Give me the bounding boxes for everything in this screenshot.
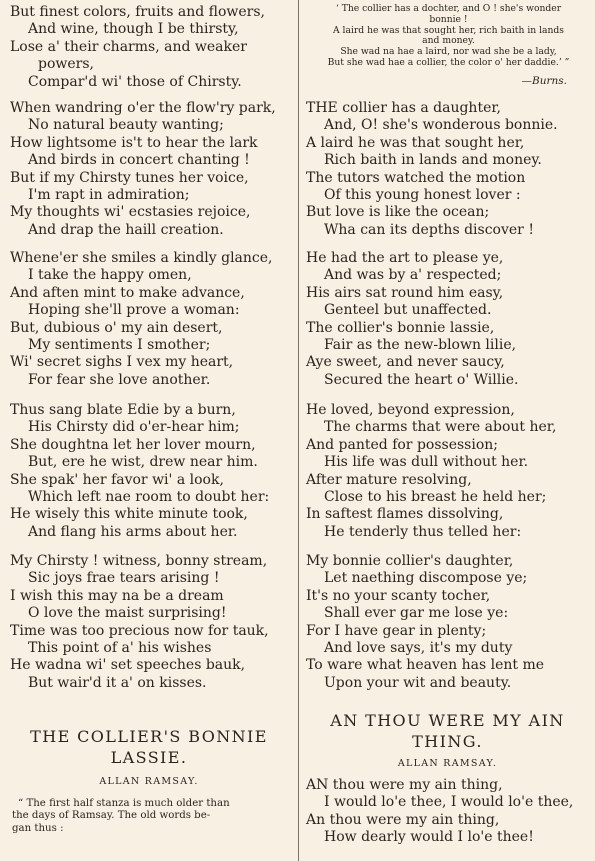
stanza xyxy=(300,402,595,541)
quote-line: But she wad hae a collier, the color o' her daddie.’ ” xyxy=(327,56,570,68)
verse-line: And panted for possession; xyxy=(306,436,498,453)
verse-line: He had the art to please ye, xyxy=(306,250,504,266)
poem-title-line: LASSIE. xyxy=(110,748,188,767)
verse-line: I would lo'e thee, I would lo'e thee, xyxy=(324,794,574,811)
verse-line: He loved, beyond expression, xyxy=(306,402,515,418)
poem-author: ALLAN RAMSAY. xyxy=(99,776,199,787)
stanza xyxy=(300,777,595,847)
verse-line: But, ere he wist, drew near him. xyxy=(28,454,258,471)
verse-line: Secured the heart o' Willie. xyxy=(324,371,519,388)
verse-line: But if my Chirsty tunes her voice, xyxy=(10,169,249,186)
stanza xyxy=(300,100,595,239)
quote-line: She wad na hae a laird, nor wad she be a lady, xyxy=(340,46,557,58)
verse-line: Lose a' their charms, and weaker xyxy=(10,38,247,55)
verse-line: Aye sweet, and never saucy, xyxy=(306,354,505,371)
verse-line: AN thou were my ain thing, xyxy=(306,777,503,793)
verse-line: His life was dull without her. xyxy=(324,454,529,471)
verse-line: It's no your scanty tocher, xyxy=(306,587,491,604)
stanza xyxy=(300,250,595,389)
verse-line: She spak' her favor wi' a look, xyxy=(10,471,224,488)
poem-title-line: AN THOU WERE MY AIN xyxy=(330,711,565,730)
verse-line: Close to his breast he held her; xyxy=(324,489,547,506)
note-line: the days of Ramsay. The old words be- xyxy=(12,810,211,822)
verse-line: powers, xyxy=(38,56,94,73)
verse-line: Rich baith in lands and money. xyxy=(324,152,542,169)
quote-line: and money. xyxy=(422,35,475,47)
editorial-note xyxy=(12,798,292,835)
poem-title xyxy=(0,726,298,768)
poem-author: ALLAN RAMSAY. xyxy=(397,758,498,769)
verse-line: And drap the haill creation. xyxy=(28,221,224,238)
verse-line: O love the maist surprising! xyxy=(28,605,227,622)
note-line: “ The first half stanza is much older than xyxy=(18,798,230,809)
verse-line: He wadna wi' set speeches bauk, xyxy=(10,657,246,674)
verse-line: After mature resolving, xyxy=(306,471,472,488)
verse-line: THE collier has a daughter, xyxy=(306,100,501,116)
verse-line: Of this young honest lover : xyxy=(324,187,521,204)
verse-line: But love is like the ocean; xyxy=(306,204,490,221)
verse-line: My sentiments I smother; xyxy=(28,337,211,354)
quote-line: A laird he was that sought her, rich baith in lands xyxy=(332,24,565,36)
verse-line: This point of a' his wishes xyxy=(28,640,212,657)
verse-line: Wi' secret sighs I vex my heart, xyxy=(10,354,234,371)
stanza xyxy=(0,4,298,91)
verse-line: Which left nae room to doubt her: xyxy=(28,489,270,506)
stanza xyxy=(0,250,298,389)
verse-line: An thou were my ain thing, xyxy=(306,811,500,828)
verse-line: He wisely this white minute took, xyxy=(10,506,248,523)
verse-line: The tutors watched the motion xyxy=(306,169,526,186)
verse-line: Shall ever gar me lose ye: xyxy=(324,605,509,622)
verse-line: The charms that were about her, xyxy=(324,419,557,436)
verse-line: Wha can its depths discover ! xyxy=(324,221,534,238)
quote-line: ‘ The collier has a dochter, and O ! she's wonder xyxy=(335,3,562,14)
verse-line: And wine, though I be thirsty, xyxy=(28,21,239,38)
verse-line: How dearly would I lo'e thee! xyxy=(324,829,534,846)
verse-line: Fair as the new-blown lilie, xyxy=(324,337,517,354)
verse-line: To ware what heaven has lent me xyxy=(306,657,545,674)
verse-line: But finest colors, fruits and flowers, xyxy=(10,4,266,20)
verse-line: Whene'er she smiles a kindly glance, xyxy=(10,250,273,266)
verse-line: Compar'd wi' those of Chirsty. xyxy=(28,73,242,90)
verse-line: I'm rapt in admiration; xyxy=(28,187,190,204)
verse-line: Hoping she'll prove a woman: xyxy=(28,302,240,319)
verse-line: In saftest flames dissolving, xyxy=(306,506,504,523)
verse-line: My thoughts wi' ecstasies rejoice, xyxy=(10,204,251,221)
poem-title-line: THE COLLIER'S BONNIE xyxy=(30,727,268,746)
verse-line: Let naething discompose ye; xyxy=(324,570,528,587)
verse-line: For I have gear in plenty; xyxy=(306,622,487,639)
stanza xyxy=(0,402,298,541)
quoted-old-words xyxy=(306,4,591,69)
verse-line: A laird he was that sought her, xyxy=(306,134,525,151)
quote-line: bonnie ! xyxy=(429,13,468,25)
verse-line: But, dubious o' my ain desert, xyxy=(10,319,223,336)
note-line: gan thus : xyxy=(12,822,64,834)
poem-title xyxy=(300,710,595,752)
verse-line: I take the happy omen, xyxy=(28,267,192,284)
verse-line: The collier's bonnie lassie, xyxy=(306,319,495,336)
stanza xyxy=(300,553,595,692)
verse-line: And birds in concert chanting ! xyxy=(28,152,250,169)
verse-line: But wair'd it a' on kisses. xyxy=(28,674,207,691)
verse-line: When wandring o'er the flow'ry park, xyxy=(10,100,276,116)
verse-line: Thus sang blate Edie by a burn, xyxy=(10,402,236,418)
verse-line: And love says, it's my duty xyxy=(324,640,513,657)
verse-line: His Chirsty did o'er-hear him; xyxy=(28,419,240,436)
verse-line: Time was too precious now for tauk, xyxy=(10,622,269,639)
verse-line: My Chirsty ! witness, bonny stream, xyxy=(10,553,268,569)
verse-line: And, O! she's wonderous bonnie. xyxy=(324,117,558,134)
column-divider xyxy=(298,0,299,861)
verse-line: For fear she love another. xyxy=(28,371,211,388)
verse-line: His airs sat round him easy, xyxy=(306,284,504,301)
verse-line: And flang his arms about her. xyxy=(28,523,238,540)
stanza xyxy=(0,553,298,692)
verse-line: No natural beauty wanting; xyxy=(28,117,224,134)
poem-title-line: THING. xyxy=(412,732,483,751)
verse-line: Sic joys frae tears arising ! xyxy=(28,570,220,587)
verse-line: I wish this may na be a dream xyxy=(10,587,224,604)
verse-line: Genteel but unaffected. xyxy=(324,302,492,319)
verse-line: She doughtna let her lover mourn, xyxy=(10,436,256,453)
stanza xyxy=(0,100,298,239)
verse-line: How lightsome is't to hear the lark xyxy=(10,134,258,151)
quote-attribution: —Burns. xyxy=(521,75,567,87)
right-column xyxy=(300,0,595,861)
verse-line: Upon your wit and beauty. xyxy=(324,674,512,691)
verse-line: My bonnie collier's daughter, xyxy=(306,553,514,569)
verse-line: And aften mint to make advance, xyxy=(10,284,245,301)
verse-line: He tenderly thus telled her: xyxy=(324,523,522,540)
verse-line: And was by a' respected; xyxy=(324,267,502,284)
